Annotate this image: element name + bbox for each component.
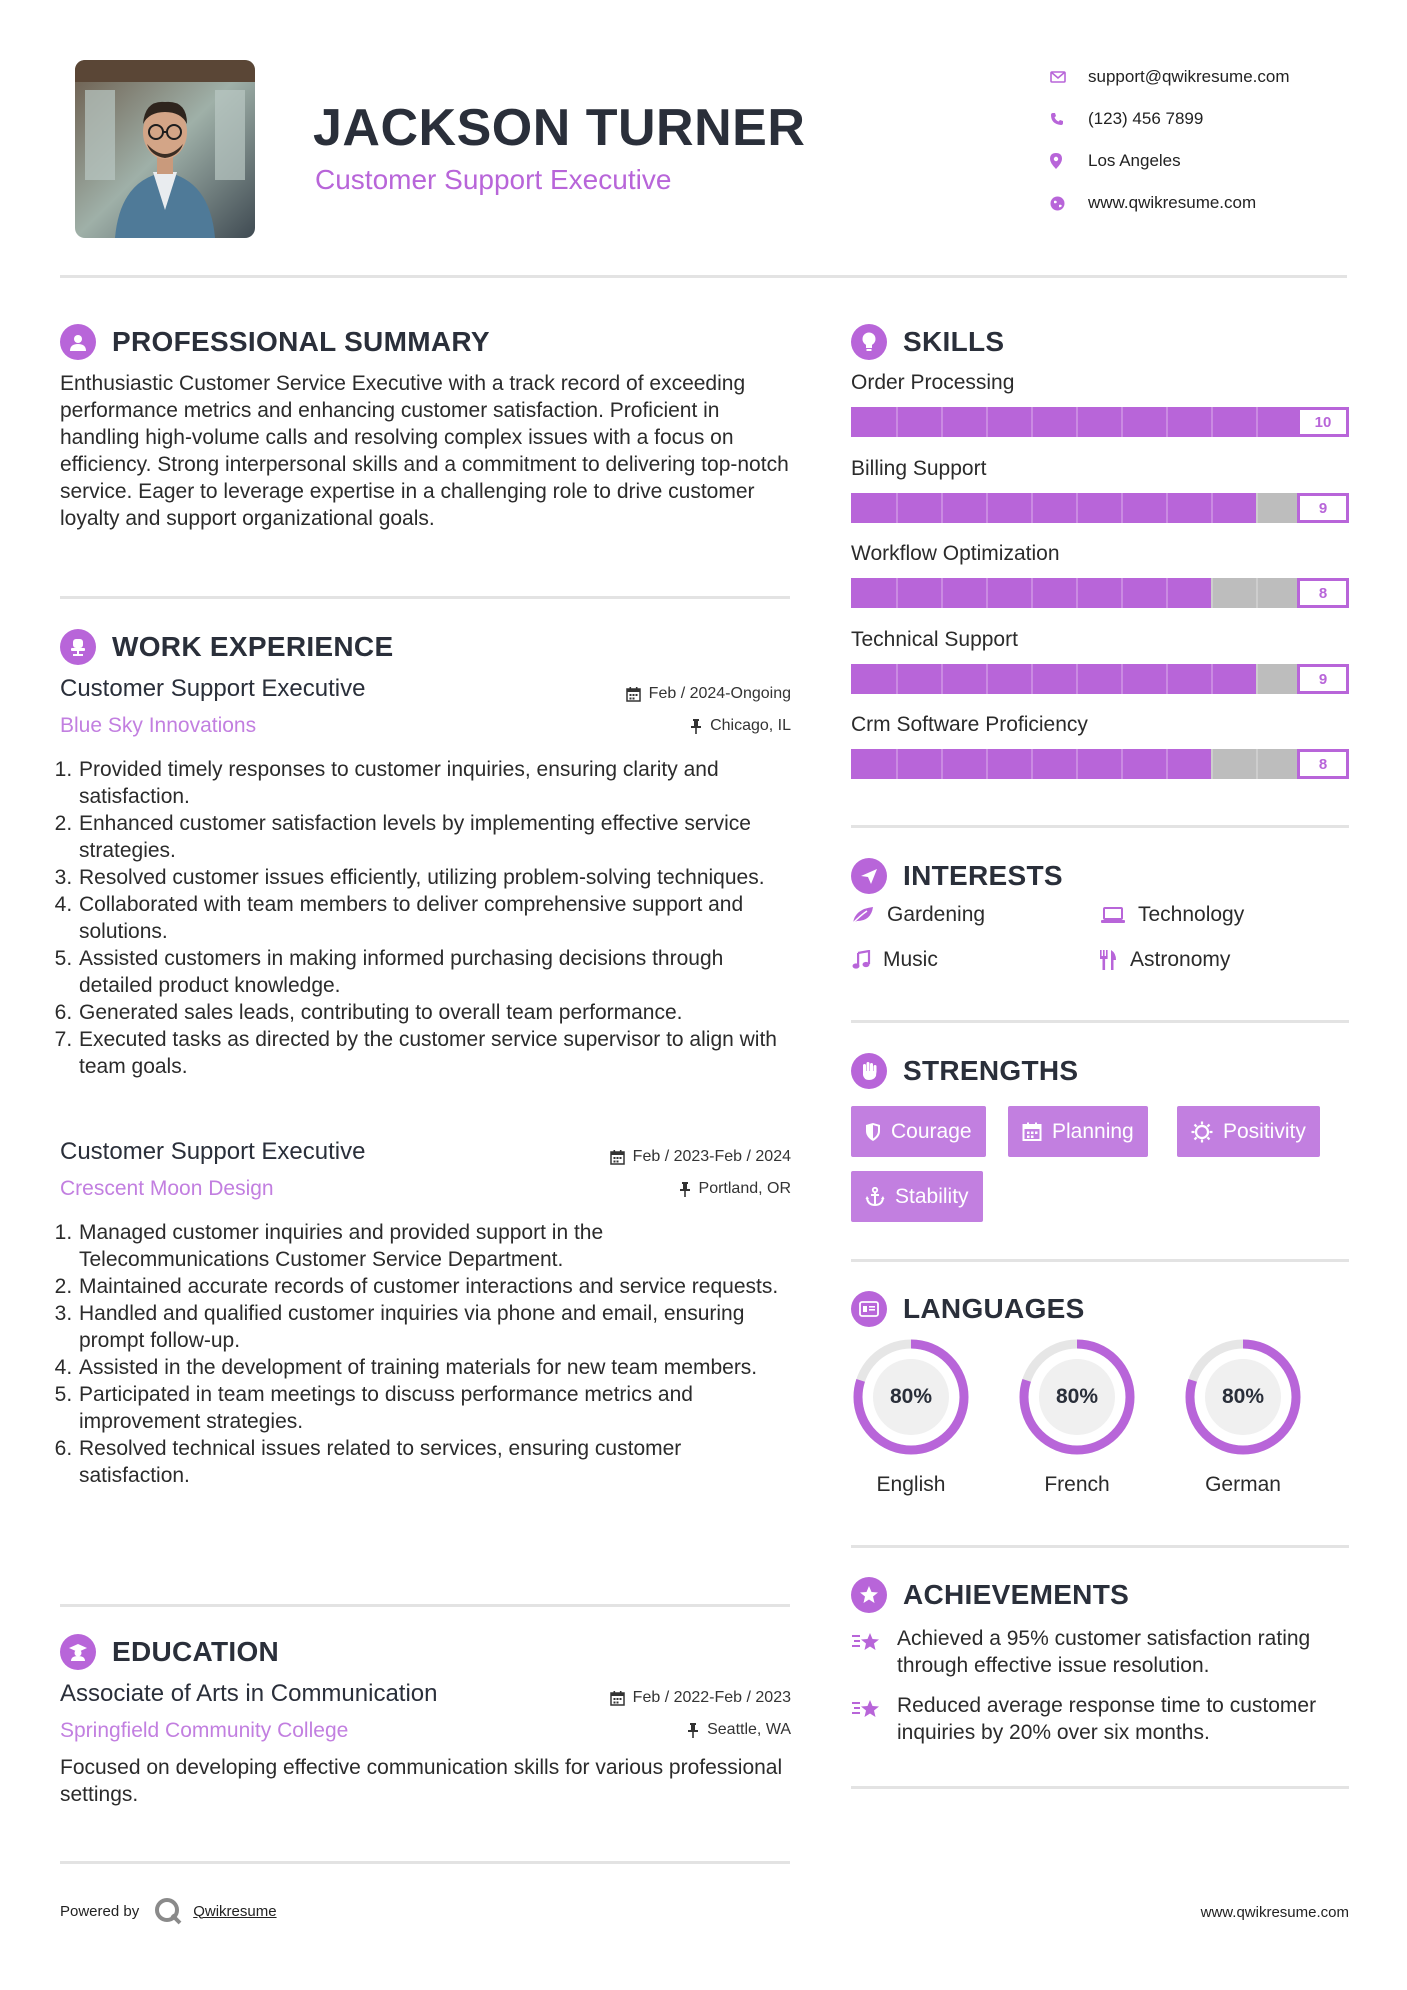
calendar-icon (626, 687, 641, 702)
language-percent: 80% (1055, 1385, 1099, 1408)
skill-bar-segment (1076, 578, 1078, 608)
lightbulb-icon (851, 324, 887, 360)
qwikresume-logo-icon (153, 1896, 183, 1926)
skill-bar-segment (1256, 407, 1258, 437)
achievements-divider (851, 1786, 1349, 1789)
job-2-location: Portland, OR (679, 1180, 791, 1198)
education-degree: Associate of Arts in Communication (60, 1680, 438, 1707)
pin-icon (687, 1723, 699, 1738)
footer-website[interactable]: www.qwikresume.com (1200, 1904, 1349, 1921)
skill-bar-segment (986, 493, 988, 523)
list-item: 1. Provided timely responses to customer inquiries, ensuring clarity and satisfaction. (78, 756, 790, 810)
list-item: 3. Handled and qualified customer inquiries via phone and email, ensuring prompt follow-up. (78, 1300, 790, 1354)
interests-section-header (851, 858, 1063, 894)
leaf-icon (851, 905, 875, 925)
music-note-icon (851, 950, 871, 970)
skill-bar-segment (896, 664, 898, 694)
interests-divider (851, 1020, 1349, 1023)
skill-bar-segment (986, 664, 988, 694)
skill-bar (851, 578, 1349, 608)
list-item: 6. Resolved technical issues related to services, ensuring customer satisfaction. (78, 1435, 790, 1489)
skill-bar-segment (1076, 407, 1078, 437)
strength-stability: Stability (851, 1171, 983, 1222)
skill-label: Crm Software Proficiency (851, 713, 1088, 736)
calendar-icon (610, 1150, 625, 1165)
id-card-icon (851, 1291, 887, 1327)
summary-divider (60, 596, 790, 599)
list-item: 2. Maintained accurate records of customer interactions and service requests. (78, 1273, 790, 1300)
skill-bar-segment (986, 749, 988, 779)
skill-bar-segment (1031, 664, 1033, 694)
skill-bar-segment (896, 407, 898, 437)
skill-bar-segment (1211, 578, 1213, 608)
education-divider (60, 1861, 790, 1864)
skill-bar-segment (986, 578, 988, 608)
user-icon (60, 324, 96, 360)
skill-bar-segment (1121, 578, 1123, 608)
contact-email-text: support@qwikresume.com (1088, 67, 1290, 86)
summary-section-header (60, 324, 490, 360)
profile-photo (75, 60, 255, 238)
skill-bar-segment (1121, 664, 1123, 694)
skill-bar-segment (1166, 578, 1168, 608)
skill-bar-segment (941, 407, 943, 437)
footer-branding (60, 1896, 277, 1926)
contact-list (1050, 56, 1290, 224)
job-2-dates: Feb / 2023-Feb / 2024 (610, 1148, 791, 1166)
languages-divider (851, 1545, 1349, 1548)
pin-icon (679, 1182, 691, 1197)
language-item (1181, 1335, 1305, 1496)
calendar-icon (610, 1691, 625, 1706)
skill-bar-segment (1256, 664, 1258, 694)
skill-bar-segment (941, 578, 943, 608)
achievements-section-header (851, 1577, 1129, 1613)
interest-gardening: Gardening (851, 903, 985, 927)
skill-score: 9 (1297, 664, 1349, 694)
skill-bar-segment (1076, 664, 1078, 694)
skill-bar-segment (896, 493, 898, 523)
candidate-role: Customer Support Executive (315, 164, 672, 195)
skill-bar-segment (1031, 749, 1033, 779)
skill-bar (851, 664, 1349, 694)
language-name: German (1205, 1473, 1281, 1496)
education-text: Focused on developing effective communication skills for various professional settings. (60, 1756, 783, 1806)
shooting-star-icon (851, 1625, 897, 1679)
contact-website-text: www.qwikresume.com (1088, 193, 1257, 212)
skill-bar-segment (1256, 749, 1258, 779)
languages-section-header (851, 1291, 1085, 1327)
interest-music: Music (851, 948, 938, 972)
list-item: 3. Resolved customer issues efficiently, utilizing problem-solving techniques. (78, 864, 790, 891)
chair-icon (60, 629, 96, 665)
job-1-company: Blue Sky Innovations (60, 714, 257, 737)
summary-text: Enthusiastic Customer Service Executive with a track record of exceeding performance metrics and enhancing customer satisfaction. Proficient in handling high-volume calls and resolving complex issues with a focus on efficiency. Strong interpersonal skills and a commitment to delivering top-notch service. Eager to leverage expertise in a challenging role to drive customer loyalty and support organizational goals. (60, 372, 789, 530)
contact-phone-text: (123) 456 7899 (1088, 109, 1204, 128)
education-title: EDUCATION (112, 1636, 280, 1667)
header-divider (60, 275, 1347, 278)
list-item: 7. Executed tasks as directed by the customer service supervisor to align with team goals. (78, 1026, 790, 1080)
skill-bar-segment (1211, 493, 1213, 523)
list-item: 5. Assisted customers in making informed purchasing decisions through detailed product knowledge. (78, 945, 790, 999)
contact-phone[interactable] (1050, 98, 1290, 140)
skill-bar-segment (1166, 749, 1168, 779)
skills-divider (851, 825, 1349, 828)
skill-label: Technical Support (851, 628, 1018, 651)
globe-icon (1050, 196, 1088, 211)
laptop-icon (1100, 906, 1126, 924)
list-item: 4. Assisted in the development of training materials for new team members. (78, 1354, 790, 1381)
skill-bar-segment (1031, 493, 1033, 523)
job-1-dates: Feb / 2024-Ongoing (626, 685, 791, 703)
achievement-item: Reduced average response time to customer inquiries by 20% over six months. (851, 1692, 1351, 1746)
contact-location-text: Los Angeles (1088, 151, 1181, 170)
star-badge-icon (851, 1577, 887, 1613)
skill-bar-segment (1256, 578, 1258, 608)
language-name: French (1044, 1473, 1110, 1496)
language-percent: 80% (1221, 1385, 1265, 1408)
experience-title: WORK EXPERIENCE (112, 631, 394, 662)
list-item: 4. Collaborated with team members to deliver comprehensive support and solutions. (78, 891, 790, 945)
skill-score: 8 (1297, 749, 1349, 779)
skill-bar-segment (941, 749, 943, 779)
skill-label: Workflow Optimization (851, 542, 1060, 565)
job-1-title: Customer Support Executive (60, 675, 366, 702)
skill-bar-fill (851, 664, 1256, 694)
contact-website[interactable] (1050, 182, 1290, 224)
skill-bar-segment (1121, 493, 1123, 523)
skill-score: 8 (1297, 578, 1349, 608)
list-item: 6. Generated sales leads, contributing to overall team performance. (78, 999, 790, 1026)
skill-score: 10 (1297, 407, 1349, 437)
map-pin-icon (1050, 153, 1088, 169)
qwikresume-link[interactable]: Qwikresume (193, 1902, 277, 1920)
skill-bar-segment (941, 493, 943, 523)
skill-bar-segment (986, 407, 988, 437)
skill-bar-segment (1121, 749, 1123, 779)
skill-bar-segment (1166, 664, 1168, 694)
education-location: Seattle, WA (687, 1721, 791, 1739)
skill-bar-segment (1121, 407, 1123, 437)
achievement-item: Achieved a 95% customer satisfaction rating through effective issue resolution. (851, 1625, 1351, 1679)
language-percent: 80% (889, 1385, 933, 1408)
skill-label: Billing Support (851, 457, 987, 480)
education-school: Springfield Community College (60, 1719, 349, 1742)
skill-score: 9 (1297, 493, 1349, 523)
skills-section-header (851, 324, 1004, 360)
strength-planning: Planning (1008, 1106, 1148, 1157)
contact-location (1050, 140, 1290, 182)
skill-bar-segment (1076, 493, 1078, 523)
paper-plane-icon (851, 858, 887, 894)
skill-bar-segment (941, 664, 943, 694)
shooting-star-icon (851, 1692, 897, 1746)
skill-bar-segment (1211, 664, 1213, 694)
skill-bar-segment (1256, 493, 1258, 523)
language-name: English (876, 1473, 946, 1496)
skill-bar-segment (1076, 749, 1078, 779)
job-1-duties (60, 756, 790, 1080)
summary-title: PROFESSIONAL SUMMARY (112, 326, 490, 357)
strength-positivity: Positivity (1177, 1106, 1320, 1157)
skill-bar (851, 749, 1349, 779)
strengths-section-header (851, 1053, 1078, 1089)
strengths-divider (851, 1259, 1349, 1262)
skill-bar-segment (1211, 749, 1213, 779)
skill-bar-fill (851, 493, 1256, 523)
languages-title: LANGUAGES (903, 1293, 1085, 1324)
job-2-title: Customer Support Executive (60, 1138, 366, 1165)
experience-divider (60, 1604, 790, 1607)
calendar-icon (1022, 1122, 1042, 1142)
skill-bar (851, 407, 1349, 437)
phone-icon (1050, 112, 1088, 126)
job-1-location: Chicago, IL (690, 717, 791, 735)
job-2-duties (60, 1219, 790, 1489)
list-item: 1. Managed customer inquiries and provided support in the Telecommunications Customer Service Department. (78, 1219, 790, 1273)
skill-bar-segment (896, 749, 898, 779)
strengths-title: STRENGTHS (903, 1055, 1079, 1086)
education-section-header (60, 1634, 279, 1670)
candidate-name: JACKSON TURNER (313, 99, 806, 157)
raised-fist-icon (851, 1053, 887, 1089)
skill-bar-segment (1031, 407, 1033, 437)
experience-section-header (60, 629, 393, 665)
skill-bar-segment (1166, 407, 1168, 437)
envelope-icon (1050, 71, 1088, 83)
job-2-company: Crescent Moon Design (60, 1177, 274, 1200)
education-dates: Feb / 2022-Feb / 2023 (610, 1689, 791, 1707)
skill-bar-segment (1166, 493, 1168, 523)
interest-astronomy: Astronomy (1098, 948, 1230, 972)
language-item (1015, 1335, 1139, 1496)
achievements-title: ACHIEVEMENTS (903, 1579, 1130, 1610)
graduate-icon (60, 1634, 96, 1670)
utensils-icon (1098, 949, 1118, 971)
interests-title: INTERESTS (903, 860, 1063, 891)
skill-label: Order Processing (851, 371, 1015, 394)
interest-technology: Technology (1100, 903, 1244, 927)
sun-icon (1191, 1121, 1213, 1143)
powered-by-label: Powered by (60, 1902, 140, 1920)
strength-courage: Courage (851, 1106, 986, 1157)
language-item (849, 1335, 973, 1496)
list-item: 5. Participated in team meetings to discuss performance metrics and improvement strategies. (78, 1381, 790, 1435)
pin-icon (690, 719, 702, 734)
skill-bar-segment (1211, 407, 1213, 437)
anchor-icon (865, 1187, 885, 1207)
skills-title: SKILLS (903, 326, 1005, 357)
skill-bar-segment (896, 578, 898, 608)
list-item: 2. Enhanced customer satisfaction levels by implementing effective service strategies. (78, 810, 790, 864)
skill-bar-segment (1031, 578, 1033, 608)
contact-email[interactable] (1050, 56, 1290, 98)
skill-bar (851, 493, 1349, 523)
shield-icon (865, 1123, 881, 1141)
